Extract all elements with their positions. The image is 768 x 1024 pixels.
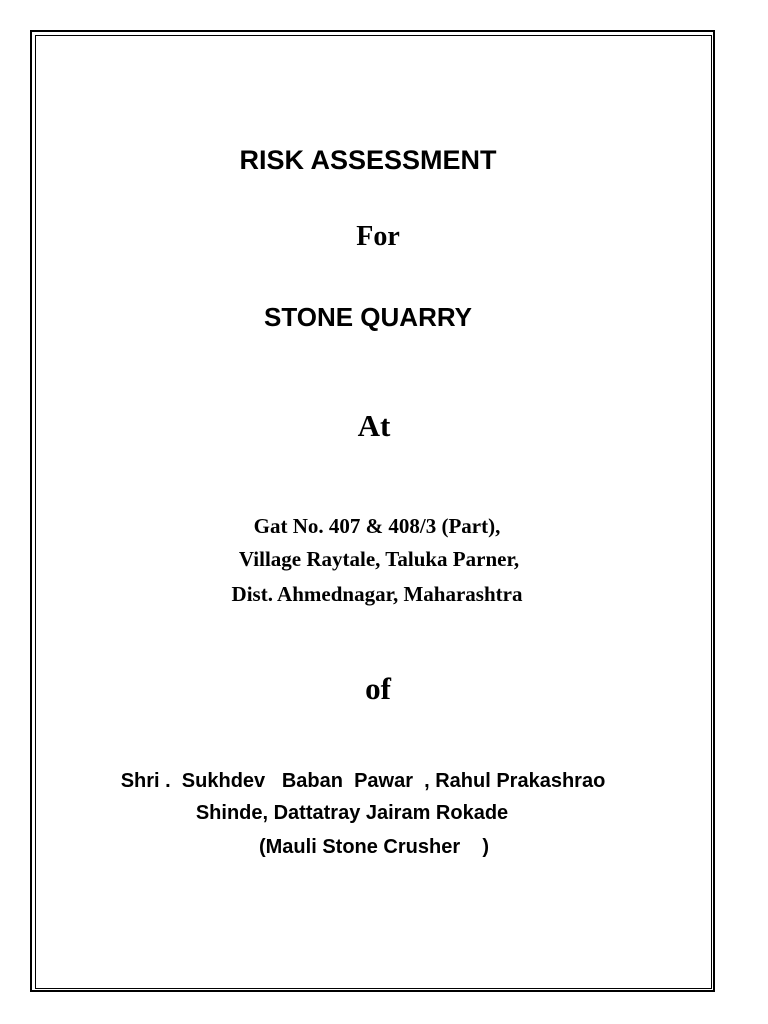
document-title: RISK ASSESSMENT <box>239 145 497 175</box>
subject-heading: STONE QUARRY <box>263 302 473 332</box>
owners-line: Shinde, Dattatray Jairam Rokade <box>195 802 509 824</box>
at-heading: At <box>357 408 391 443</box>
for-heading: For <box>356 221 400 252</box>
address-line: Dist. Ahmednagar, Maharashtra <box>231 582 523 606</box>
address-line: Gat No. 407 & 408/3 (Part), <box>253 514 501 538</box>
owners-line: Shri . Sukhdev Baban Pawar , Rahul Prakashrao <box>120 770 606 792</box>
of-heading: of <box>365 671 391 706</box>
address-line: Village Raytale, Taluka Parner, <box>238 547 520 571</box>
owners-line: (Mauli Stone Crusher ) <box>258 836 490 858</box>
